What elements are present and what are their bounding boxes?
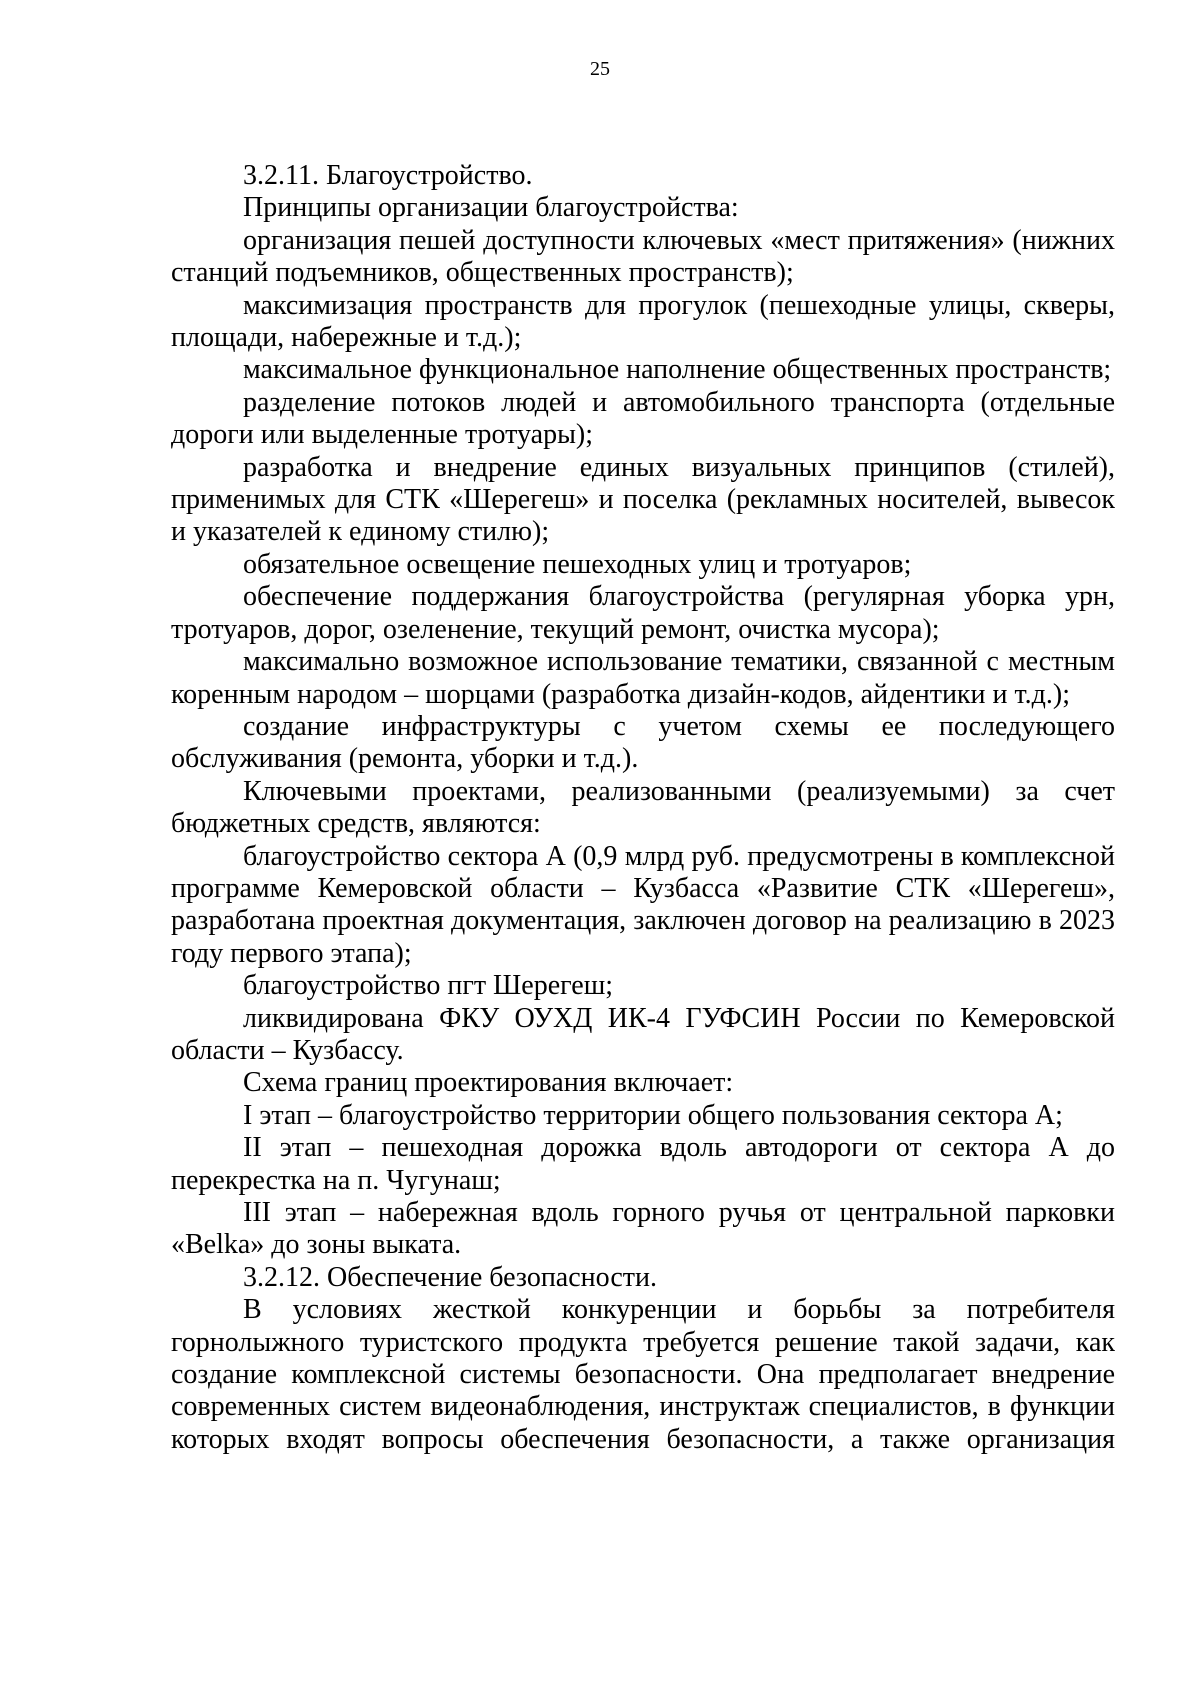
list-item: ликвидирована ФКУ ОУХД ИК-4 ГУФСИН России по Кемеровской области – Кузбассу. (171, 1002, 1115, 1066)
list-item: максимальное функциональное наполнение общественных пространств; (243, 354, 1112, 386)
list-item: создание инфраструктуры с учетом схемы ее последующего обслуживания (ремонта, уборки и т.д.). (171, 710, 1115, 775)
paragraph: Схема границ проектирования включает: (243, 1067, 734, 1099)
page-number: 25 (590, 58, 610, 80)
list-item: максимально возможное использование тематики, связанной с местным коренным народом – шорцами (разработка дизайн-кодов, айдентики и т.д.); (171, 646, 1115, 710)
section-heading-security: 3.2.12. Обеспечение безопасности. (243, 1261, 657, 1293)
list-item: разработка и внедрение единых визуальных принципов (стилей), применимых для СТК «Шерегеш» и поселка (рекламных носителей, вывесок и указателей к единому стилю); (171, 451, 1115, 548)
paragraph: В условиях жесткой конкуренции и борьбы за потребителя горнолыжного туристского продукта требуется решение такой задачи, как создание комплексной системы безопасности. Она предполагает внедрение современных систем видеонаблюдения, инструктаж специалистов, в функции которых входят вопросы обеспечения безопасности, а также организация (171, 1294, 1115, 1455)
list-item: разделение потоков людей и автомобильного транспорта (отдельные дороги или выделенные тротуары); (171, 386, 1115, 451)
list-item: обеспечение поддержания благоустройства (регулярная уборка урн, тротуаров, дорог, озеленение, текущий ремонт, очистка мусора); (171, 581, 1115, 645)
list-item: III этап – набережная вдоль горного ручья от центральной парковки «Belka» до зоны выката. (171, 1197, 1115, 1261)
list-item: I этап – благоустройство территории общего пользования сектора А; (243, 1099, 1063, 1131)
list-item: максимизация пространств для прогулок (пешеходные улицы, скверы, площади, набережные и т.д.); (171, 289, 1115, 354)
list-item: обязательное освещение пешеходных улиц и тротуаров; (243, 548, 912, 580)
list-item: II этап – пешеходная дорожка вдоль автодороги от сектора А до перекрестка на п. Чугунаш; (171, 1132, 1115, 1196)
paragraph: Ключевыми проектами, реализованными (реализуемыми) за счет бюджетных средств, являются: (171, 775, 1115, 840)
list-item: организация пешей доступности ключевых «мест притяжения» (нижних станций подъемников, общественных пространств); (171, 224, 1115, 289)
document-body (171, 160, 1115, 1456)
paragraph: Принципы организации благоустройства: (243, 192, 739, 224)
list-item: благоустройство сектора А (0,9 млрд руб. предусмотрены в комплексной программе Кемеровской области – Кузбасса «Развитие СТК «Шерегеш», разработана проектная документация, заключен договор на реализацию в 2023 году первого этапа); (171, 840, 1115, 969)
section-heading-landscaping: 3.2.11. Благоустройство. (243, 160, 533, 191)
list-item: благоустройство пгт Шерегеш; (243, 970, 614, 1002)
